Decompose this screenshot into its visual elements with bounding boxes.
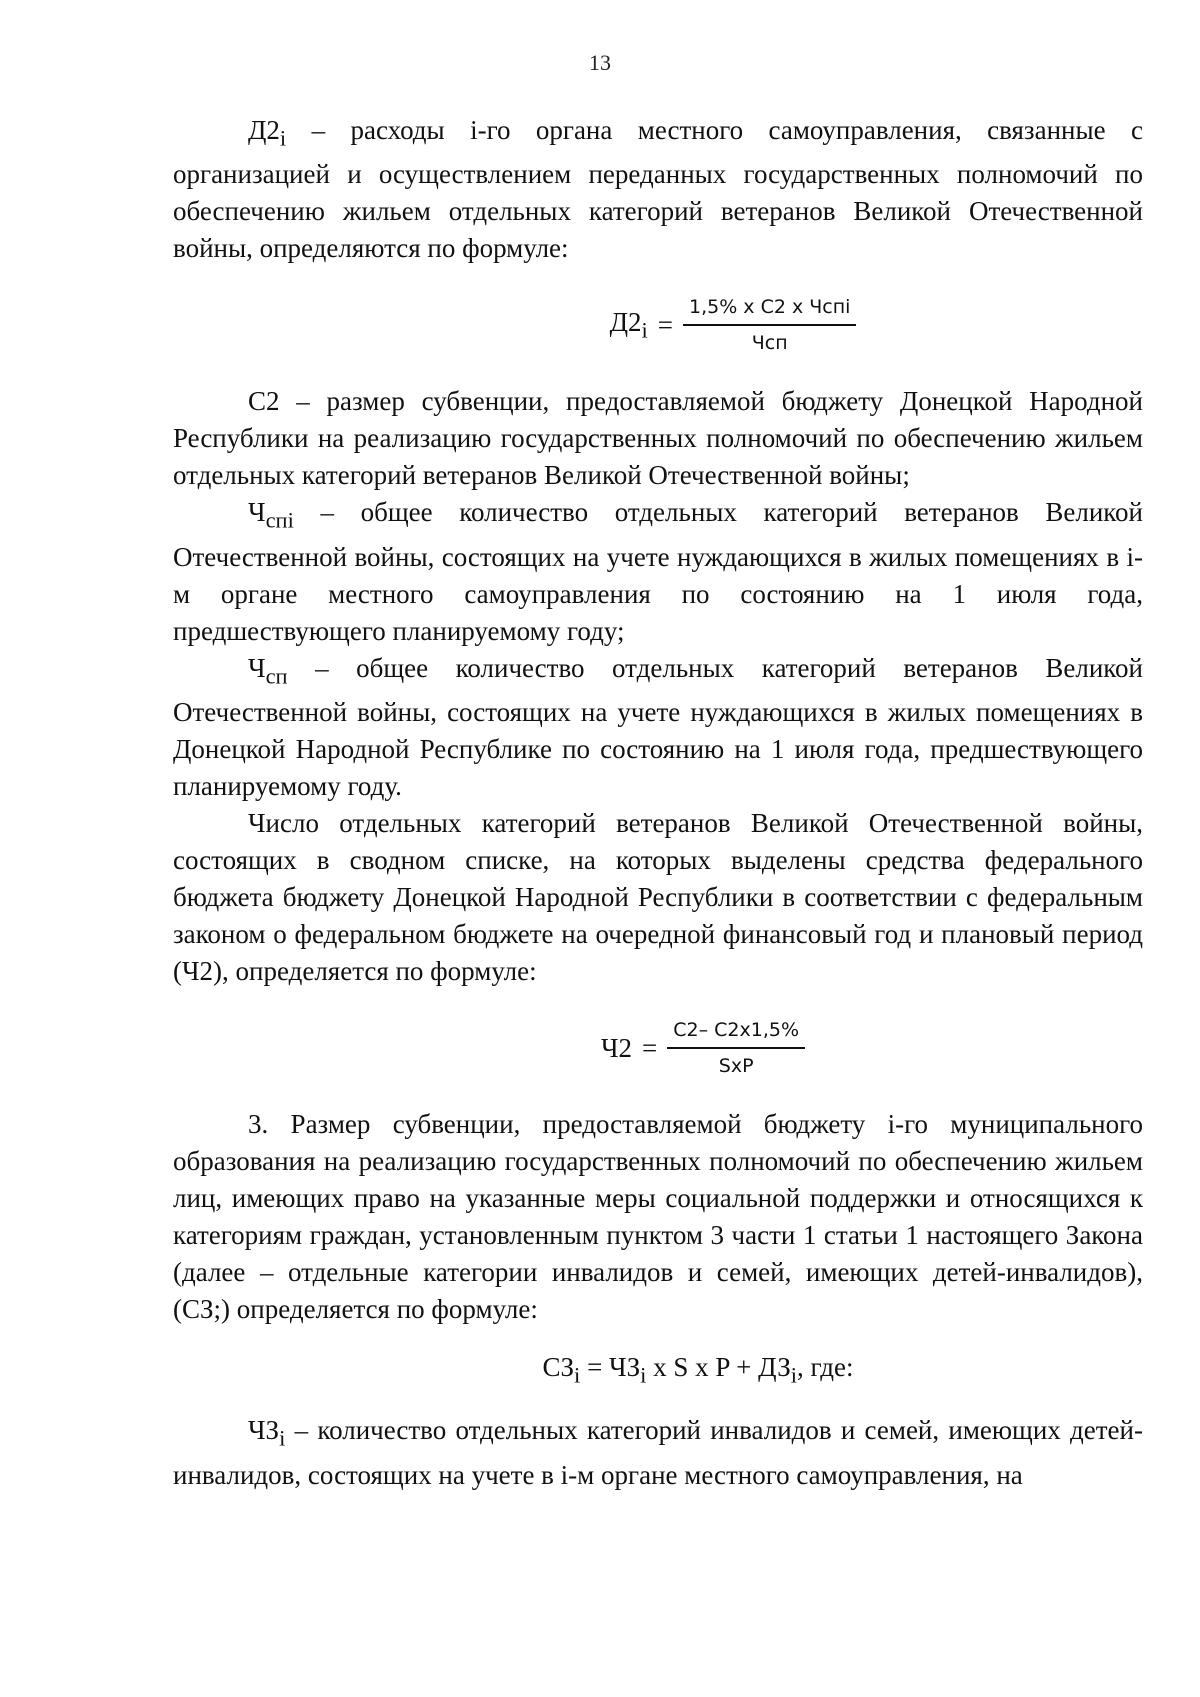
formula-ch2-equals: =: [642, 1032, 658, 1063]
paragraph-ch3-text: – количество отдельных категорий инвалидов и семей, имеющих детей-инвалидов, состоящих на учете в i-м органе местного самоуправления, на: [173, 1415, 1143, 1490]
formula-c3: [173, 1328, 1143, 1412]
term-chsp-subscript: сп: [265, 663, 288, 689]
term-chspi-subscript: спi: [265, 507, 294, 533]
term-ch3: ЧЗ: [248, 1415, 280, 1446]
paragraph-ch3-definition: [173, 1412, 1143, 1493]
formula-ch2: [173, 990, 1143, 1106]
formula-c3-part-1: СЗ: [542, 1351, 575, 1382]
formula-c3-sub-1: i: [574, 1362, 581, 1388]
formula-ch2-numerator: С2– С2x1,5%: [673, 1019, 800, 1042]
formula-d2-lhs-subscript: i: [641, 317, 648, 343]
term-chsp: Ч: [248, 652, 266, 683]
formula-d2-numerator: 1,5% x C2 x Чспi: [688, 296, 851, 319]
paragraph-d2-text: – расходы i-го органа местного самоуправления, связанные с организацией и осуществлением переданных государственных полномочий по обеспечению жильем отдельных категорий ветеранов Великой Отечественной войны, определяются по формуле:: [173, 115, 1143, 264]
formula-ch2-fraction-bar: [667, 1047, 805, 1049]
term-ch3-subscript: i: [279, 1425, 286, 1451]
formula-c3-expression: [543, 1352, 854, 1388]
formula-ch2-fraction: [667, 1017, 805, 1079]
paragraph-ch2-definition: Число отдельных категорий ветеранов Великой Отечественной войны, состоящих в сводном списке, на которых выделены средства федерального бюджета бюджету Донецкой Народной Республики в соответствии с федеральным законом о федеральном бюджете на очередной финансовый год и плановый период (Ч2), определяется по формуле:: [173, 808, 1143, 987]
formula-c3-part-3: x S x P + ДЗ: [646, 1351, 791, 1382]
formula-d2-fraction: [683, 294, 856, 356]
formula-c3-part-4: , где:: [797, 1351, 854, 1382]
formula-d2: [173, 267, 1143, 383]
paragraph-section-3: 3. Размер субвенции, предоставляемой бюджету i-го муниципального образования на реализацию государственных полномочий по обеспечению жильем лиц, имеющих право на указанные меры социальной поддержки и относящихся к категориям граждан, установленным пунктом 3 части 1 статьи 1 настоящего Закона (далее – отдельные категории инвалидов и семей, имеющих детей-инвалидов), (СЗ;) определяется по формуле:: [173, 1109, 1143, 1325]
formula-d2-lhs-symbol: Д2: [609, 307, 642, 338]
formula-d2-fraction-bar: [683, 324, 856, 326]
term-chspi: Ч: [248, 497, 266, 528]
formula-d2-lhs: [610, 307, 648, 343]
formula-c3-sub-2: i: [640, 1362, 647, 1388]
paragraph-chsp-definition: [173, 650, 1143, 805]
paragraph-d2-definition: [173, 112, 1143, 267]
paragraph-chsp-text: – общее количество отдельных категорий ветеранов Великой Отечественной войны, состоящих на учете нуждающихся в жилых помещениях в Донецкой Народной Республике по состоянию на 1 июля года, предшествующего планируемому году.: [173, 652, 1143, 802]
formula-c3-part-2: = ЧЗ: [580, 1351, 641, 1382]
formula-ch2-lhs: Ч2: [600, 1032, 633, 1063]
paragraph-chspi-definition: [173, 494, 1143, 649]
paragraph-chspi-text: – общее количество отдельных категорий ветеранов Великой Отечественной войны, состоящих на учете нуждающихся в жилых помещениях в i-м органе местного самоуправления по состоянию на 1 июля года, предшествующего планируемому году;: [173, 497, 1143, 646]
formula-d2-equals: =: [657, 309, 673, 340]
formula-ch2-denominator: SxP: [718, 1055, 754, 1078]
term-d2: Д2: [248, 115, 280, 145]
formula-d2-denominator: Чсп: [751, 332, 788, 355]
document-body: [173, 112, 1143, 1494]
formula-c3-sub-3: i: [790, 1362, 798, 1388]
term-d2-subscript: i: [279, 125, 287, 151]
paragraph-c2-definition: С2 – размер субвенции, предоставляемой бюджету Донецкой Народной Республики на реализацию государственных полномочий по обеспечению жильем отдельных категорий ветеранов Великой Отечественной войны;: [173, 386, 1143, 491]
page-number: 13: [589, 50, 611, 75]
